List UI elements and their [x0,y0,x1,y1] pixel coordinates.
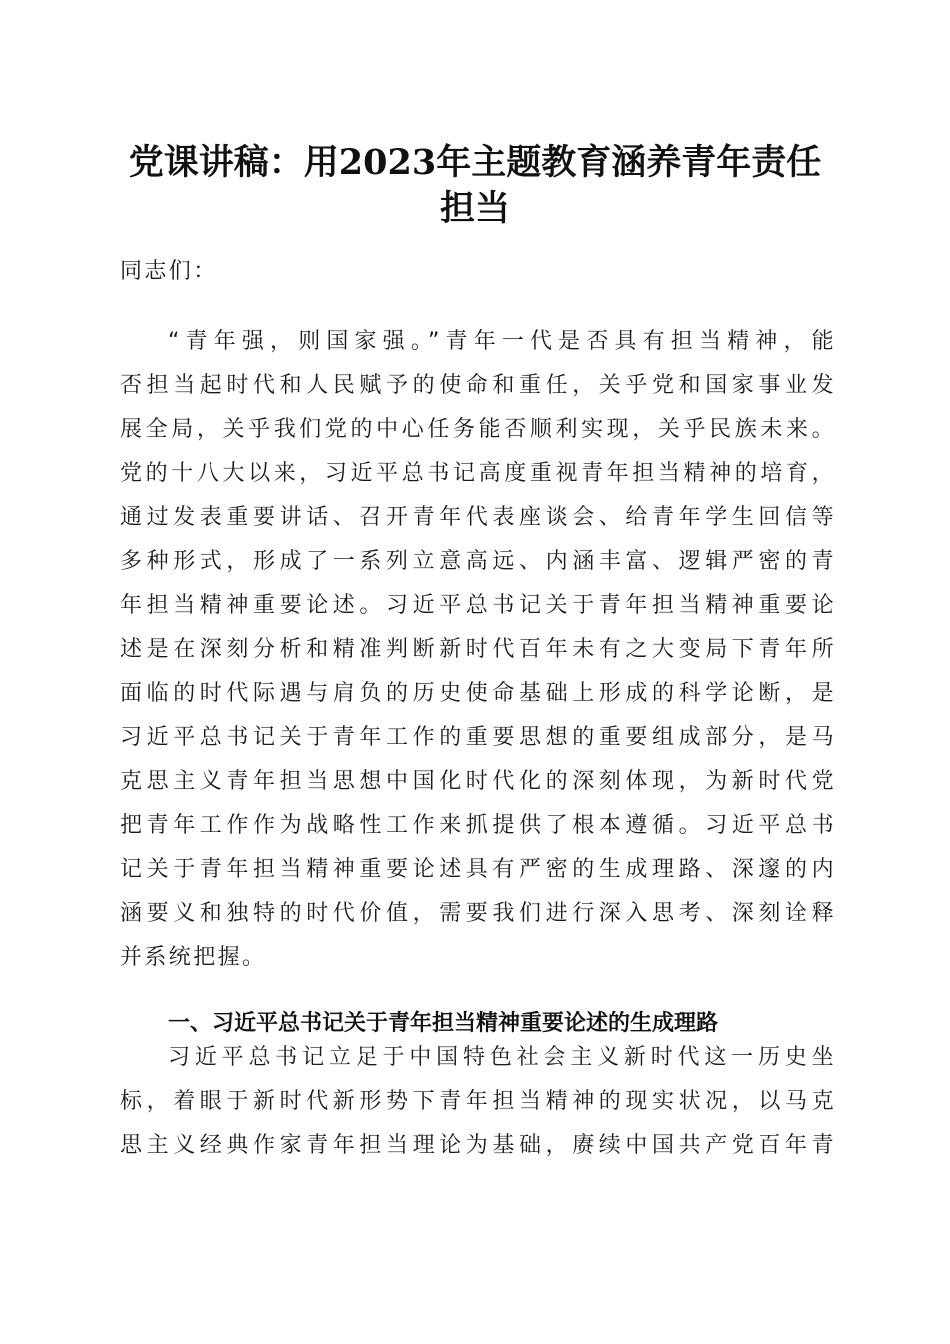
paragraph-1-line: 多种形式，形成了一系列立意高远、内涵丰富、逻辑严密的青 [120,549,836,574]
paragraph-1-line: 展全局，关乎我们党的中心任务能否顺利实现，关乎民族未来。 [120,417,836,442]
paragraph-1-line: 涵要义和独特的时代价值，需要我们进行深入思考、深刻诠释 [120,901,836,926]
paragraph-1-line: 年担当精神重要论述。习近平总书记关于青年担当精神重要论 [120,593,836,618]
paragraph-2 [120,1036,836,1168]
paragraph-1-line: 述是在深刻分析和精准判断新时代百年未有之大变局下青年所 [120,637,836,662]
paragraph-1-line: 把青年工作作为战略性工作来抓提供了根本遵循。习近平总书 [120,813,836,838]
document-title-line-1: 党课讲稿：用2023年主题教育涵养青年责任 [128,142,822,183]
paragraph-1-line: 克思主义青年担当思想中国化时代化的深刻体现，为新时代党 [120,769,836,794]
section-heading: 一、习近平总书记关于青年担当精神重要论述的生成理路 [168,1011,719,1036]
salutation: 同志们： [120,259,218,284]
paragraph-1-line: 否担当起时代和人民赋予的使命和重任，关乎党和国家事业发 [120,373,836,398]
paragraph-2-line: 思主义经典作家青年担当理论为基础，赓续中国共产党百年青 [120,1133,836,1158]
document-title-line-2: 担当 [439,188,510,229]
paragraph-1-line: 记关于青年担当精神重要论述具有严密的生成理路、深邃的内 [120,857,836,882]
paragraph-2-line: 习近平总书记立足于中国特色社会主义新时代这一历史坐 [168,1045,836,1070]
paragraph-2-line: 标，着眼于新时代新形势下青年担当精神的现实状况，以马克 [120,1089,836,1114]
paragraph-1 [120,320,836,980]
paragraph-1-line: 通过发表重要讲话、召开青年代表座谈会、给青年学生回信等 [120,505,836,530]
paragraph-1-line: 党的十八大以来，习近平总书记高度重视青年担当精神的培育， [120,461,836,486]
paragraph-1-line: 并系统把握。 [120,945,267,970]
paragraph-1-line: “青年强，则国家强。”青年一代是否具有担当精神，能 [168,329,836,354]
paragraph-1-line: 面临的时代际遇与肩负的历史使命基础上形成的科学论断，是 [120,681,836,706]
paragraph-1-line: 习近平总书记关于青年工作的重要思想的重要组成部分，是马 [120,725,836,750]
